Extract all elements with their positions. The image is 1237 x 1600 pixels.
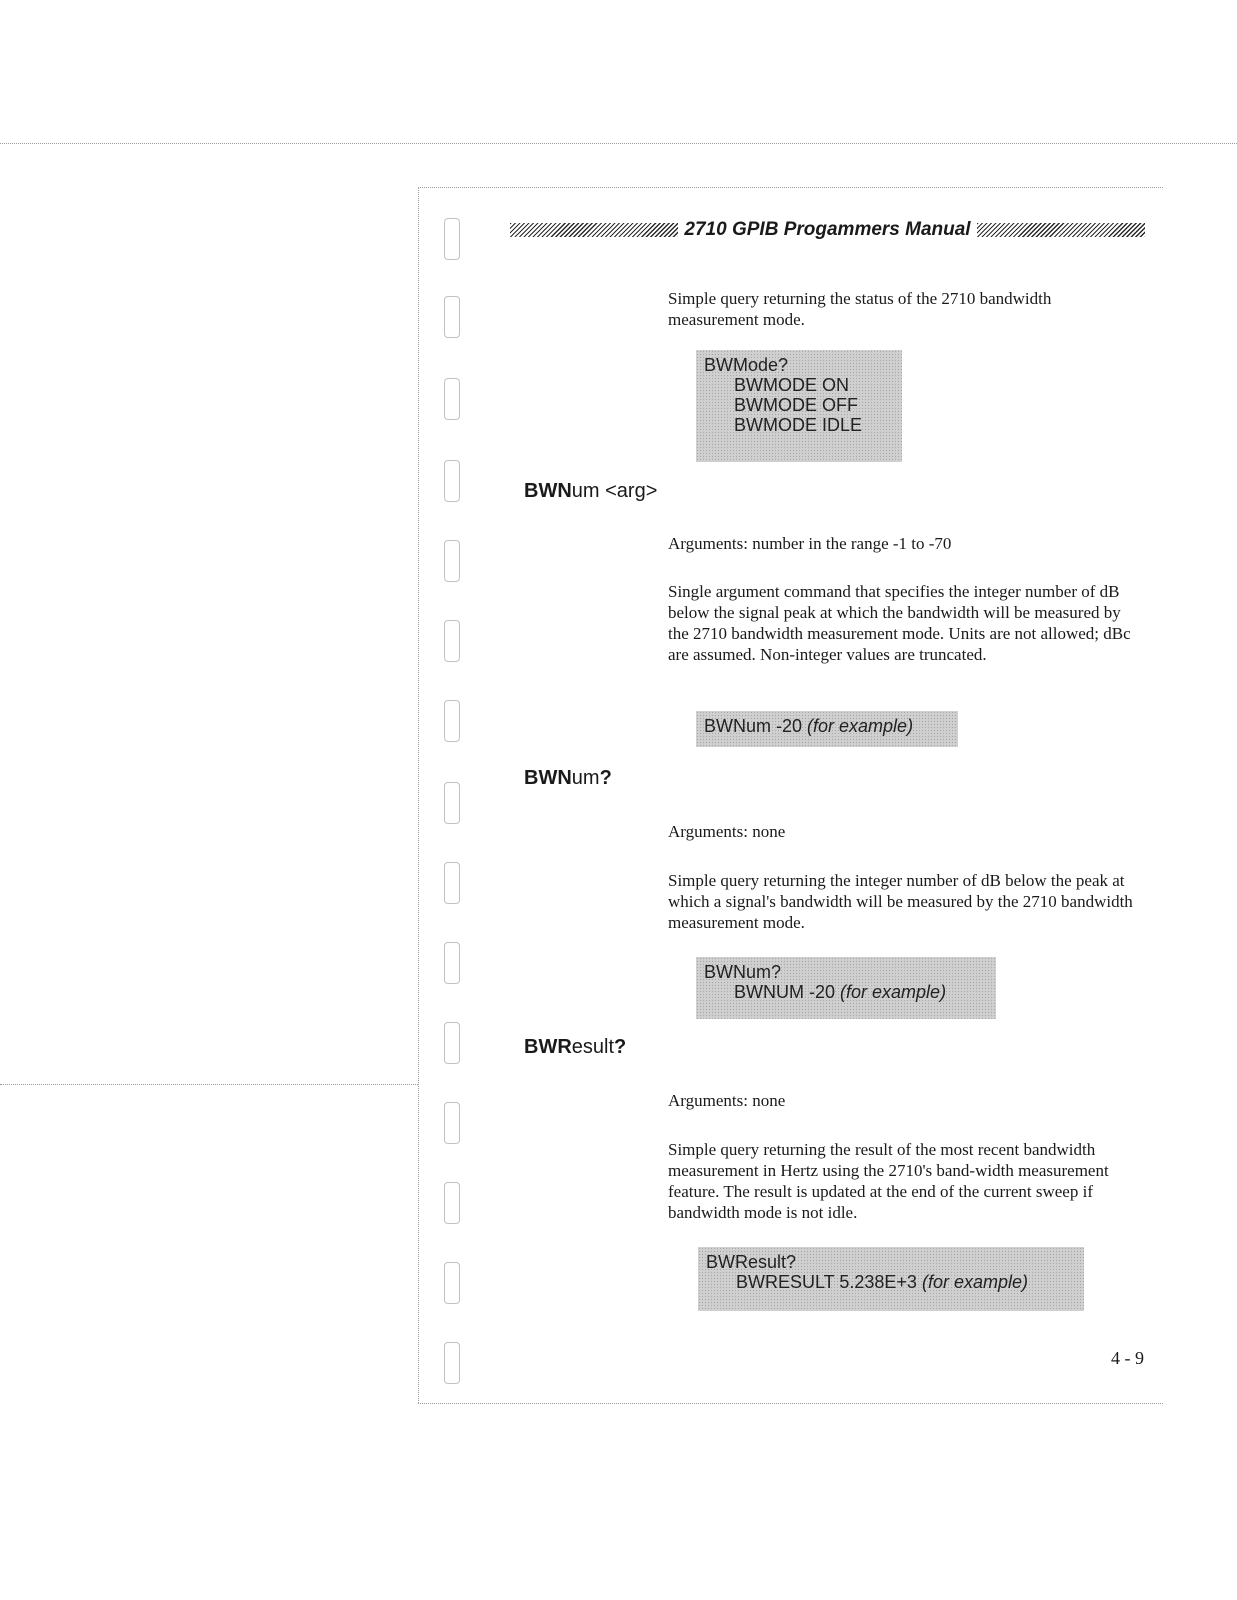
bwnum-query-heading bbox=[524, 767, 612, 790]
code-line bbox=[704, 982, 988, 1002]
bwnum-heading bbox=[524, 480, 657, 503]
binder-hole bbox=[444, 540, 460, 582]
heading-keyword: BWN bbox=[524, 767, 572, 789]
running-header bbox=[510, 218, 1145, 242]
heading-rest: um bbox=[571, 767, 600, 789]
binder-hole bbox=[444, 1262, 460, 1304]
bwresult-query-heading bbox=[524, 1036, 626, 1059]
bwnum-arguments: Arguments: number in the range -1 to -70 bbox=[668, 534, 952, 553]
binder-hole bbox=[444, 620, 460, 662]
code-line: BWMODE IDLE bbox=[734, 415, 863, 435]
binder-hole bbox=[444, 942, 460, 984]
binder-hole bbox=[444, 1182, 460, 1224]
page-number: 4 - 9 bbox=[1111, 1348, 1144, 1368]
bwresult-query-example-box bbox=[698, 1247, 1084, 1311]
binder-hole bbox=[444, 782, 460, 824]
binder-hole bbox=[444, 862, 460, 904]
code-note: (for example) bbox=[807, 716, 914, 736]
binder-hole bbox=[444, 460, 460, 502]
page-top-rule bbox=[418, 187, 1163, 188]
bwnum-query-arguments: Arguments: none bbox=[668, 822, 786, 841]
binder-hole bbox=[444, 700, 460, 742]
bwresult-query-description: Simple query returning the result of the most recent bandwidth measurement in Hertz using the 2710's band-width measurement feature. The result is updated at the end of the current sweep if bandwidth mode is not idle. bbox=[668, 1140, 1109, 1222]
binder-hole bbox=[444, 1102, 460, 1144]
binder-hole bbox=[444, 296, 460, 338]
code-command: BWNum -20 bbox=[704, 716, 803, 736]
page-bottom-rule bbox=[418, 1403, 1163, 1404]
bwnum-query-example-box bbox=[696, 957, 996, 1019]
binder-hole bbox=[444, 1342, 460, 1384]
heading-suffix: ? bbox=[614, 1036, 627, 1058]
heading-keyword: BWR bbox=[524, 1036, 572, 1058]
code-line: BWMODE OFF bbox=[734, 395, 858, 415]
scan-top-rule bbox=[0, 143, 1237, 144]
bwnum-query-description: Simple query returning the integer number of dB below the peak at which a signal's bandwidth will be measured by the 2710 bandwidth measurement mode. bbox=[668, 871, 1133, 932]
bwresult-query-arguments: Arguments: none bbox=[668, 1091, 786, 1110]
page-left-rule bbox=[418, 187, 419, 1403]
code-line: BWNum? bbox=[704, 962, 782, 982]
code-command: BWRESULT 5.238E+3 bbox=[736, 1272, 917, 1292]
heading-suffix: ? bbox=[599, 767, 612, 789]
code-line: BWMODE ON bbox=[734, 375, 849, 395]
header-hatch-right bbox=[977, 223, 1145, 237]
heading-keyword: BWN bbox=[524, 480, 572, 502]
code-command: BWNUM -20 bbox=[734, 982, 836, 1002]
code-line bbox=[706, 1272, 1076, 1292]
binder-hole bbox=[444, 378, 460, 420]
scan-mid-rule bbox=[0, 1084, 418, 1085]
manual-title: 2710 GPIB Progammers Manual bbox=[684, 219, 971, 240]
code-note: (for example) bbox=[840, 982, 947, 1002]
header-hatch-left bbox=[510, 223, 678, 237]
code-note: (for example) bbox=[921, 1272, 1028, 1292]
binder-hole bbox=[444, 1022, 460, 1064]
bwmode-description: Simple query returning the status of the 2710 bandwidth measurement mode. bbox=[668, 289, 1052, 329]
bwmode-example-box bbox=[696, 350, 902, 462]
heading-rest: esult bbox=[571, 1036, 615, 1058]
heading-rest: um <arg> bbox=[571, 480, 658, 502]
bwnum-description: Single argument command that specifies the integer number of dB below the signal peak at which the bandwidth will be measured by the 2710 bandwidth measurement mode. Units are not allowed; dBc are assumed. Non-integer values are truncated. bbox=[668, 582, 1131, 664]
code-line: BWMode? bbox=[704, 355, 789, 375]
code-line bbox=[704, 716, 950, 736]
binder-hole bbox=[444, 218, 460, 260]
bwnum-example-box bbox=[696, 711, 958, 747]
code-line: BWResult? bbox=[706, 1252, 797, 1272]
